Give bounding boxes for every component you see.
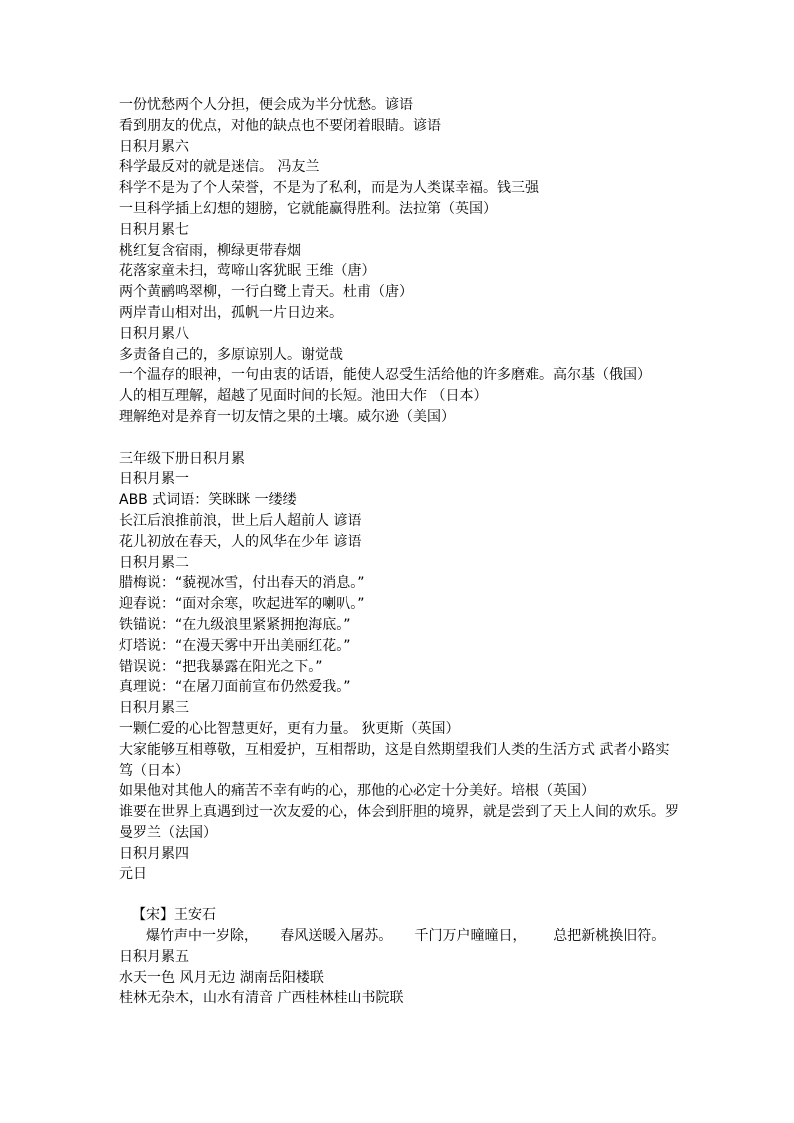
poem-author: 【宋】王安石 xyxy=(132,907,216,924)
section-heading: 日积月累五 xyxy=(119,948,189,965)
text-line: 两个黄鹂鸣翠柳，一行白鹭上青天。杜甫（唐） xyxy=(119,284,413,301)
text-line: 长江后浪推前浪，世上后人超前人 谚语 xyxy=(119,512,362,529)
text-line: 人的相互理解，超越了见面时间的长短。池田大作 （日本） xyxy=(119,388,488,405)
text-line: 谁要在世界上真遇到过一次友爱的心，体会到肝胆的境界，就是尝到了天上人间的欢乐。罗 xyxy=(119,804,679,821)
text-line: 如果他对其他人的痛苦不幸有屿的心，那他的心必定十分美好。培根（英国） xyxy=(119,783,595,800)
section-heading: 日积月累七 xyxy=(119,221,189,238)
poem-verse: 爆竹声中一岁除， 春风送暖入屠苏。 千门万户曈曈日， 总把新桃换旧符。 xyxy=(146,928,666,945)
text-line: 科学不是为了个人荣誉，不是为了私利，而是为人类谋幸福。钱三强 xyxy=(119,180,539,197)
text-line: 桃红复含宿雨，柳绿更带春烟 xyxy=(119,242,301,259)
text-line: 花儿初放在春天，人的风华在少年 谚语 xyxy=(119,533,362,550)
text-line: 花落家童未扫，莺啼山客犹眠 王维（唐） xyxy=(119,263,376,280)
text-line: 错误说：“把我暴露在阳光之下。” xyxy=(119,658,323,675)
text-line: 灯塔说：“在漫天雾中开出美丽红花。” xyxy=(119,637,351,654)
text-line: 腊梅说：“藐视冰雪，付出春天的消息。” xyxy=(119,575,365,592)
section-heading: 日积月累四 xyxy=(119,845,189,862)
text-line: 笃（日本） xyxy=(119,762,189,779)
text-line: 两岸青山相对出，孤帆一片日边来。 xyxy=(119,304,343,321)
text-line: 科学最反对的就是迷信。 冯友兰 xyxy=(119,159,320,176)
poem-title: 元日 xyxy=(119,866,147,883)
blank-line xyxy=(119,428,679,449)
section-heading: 日积月累三 xyxy=(119,700,189,717)
text-line: 曼罗兰（法国） xyxy=(119,824,217,841)
section-heading: 日积月累八 xyxy=(119,325,189,342)
text-line: 桂林无杂木，山水有清音 广西桂林桂山书院联 xyxy=(119,990,404,1007)
section-heading: 日积月累一 xyxy=(119,471,189,488)
text-line: ABB 式词语：笑眯眯 一缕缕 xyxy=(119,492,297,509)
text-line: 一颗仁爱的心比智慧更好，更有力量。 狄更斯（英国） xyxy=(119,720,460,737)
text-line: 大家能够互相尊敬，互相爱护，互相帮助，这是自然期望我们人类的生活方式 武者小路实 xyxy=(119,741,670,758)
text-line: 一份忧愁两个人分担，便会成为半分忧愁。谚语 xyxy=(119,97,413,113)
document-body xyxy=(119,95,679,1009)
text-line: 迎春说：“面对余寒，吹起进军的喇叭。” xyxy=(119,596,365,613)
text-line: 一旦科学插上幻想的翅膀，它就能赢得胜利。法拉第（英国） xyxy=(119,200,497,217)
text-line: 真理说：“在屠刀面前宣布仍然爱我。” xyxy=(119,679,351,696)
chapter-heading: 三年级下册日积月累 xyxy=(119,450,245,467)
text-line: 多责备自己的，多原谅别人。谢觉哉 xyxy=(119,346,343,363)
text-line: 铁锚说：“在九级浪里紧紧拥抱海底。” xyxy=(119,616,351,633)
section-heading: 日积月累二 xyxy=(119,554,189,571)
text-line: 看到朋友的优点，对他的缺点也不要闭着眼睛。谚语 xyxy=(119,117,441,134)
text-line: 水天一色 风月无边 湖南岳阳楼联 xyxy=(119,969,324,986)
section-heading: 日积月累六 xyxy=(119,138,189,155)
text-line: 一个温存的眼神，一句由衷的话语，能使人忍受生活给他的许多磨难。高尔基（俄国） xyxy=(119,367,651,384)
text-line: 理解绝对是养育一切友情之果的土壤。威尔逊（美国） xyxy=(119,408,455,425)
